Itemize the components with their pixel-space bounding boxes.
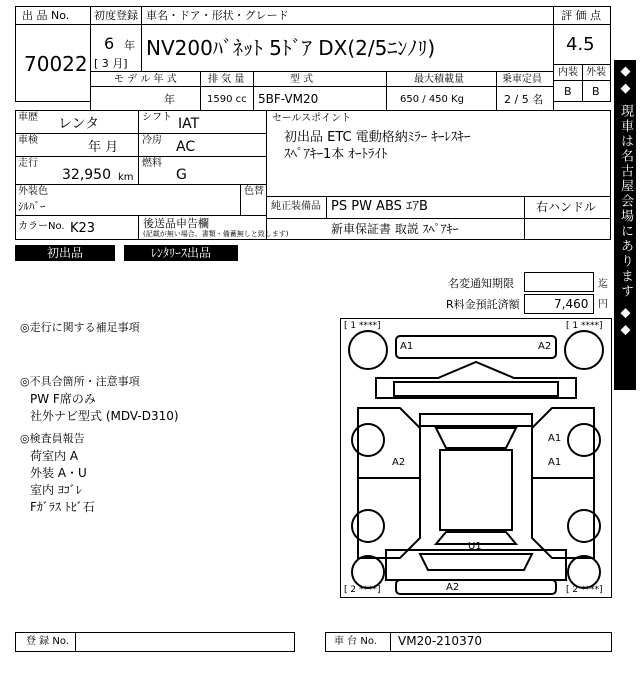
ac-label: 冷房	[142, 135, 162, 146]
exterior-label: 外装	[586, 67, 606, 78]
history-value: レンタ	[58, 116, 100, 132]
mileage-label: 走行	[18, 158, 38, 169]
max-load-label: 最大積載量	[414, 74, 464, 85]
damage-mark-right-upper: A1	[548, 433, 562, 444]
first-reg-label: 初度登録	[94, 9, 138, 22]
lot-number: 70022	[24, 52, 88, 76]
model-year-value: 年	[164, 93, 175, 106]
rental-listing-badge: ﾚﾝﾀﾘｰｽ出品	[124, 245, 238, 261]
mileage-unit: km	[118, 172, 134, 183]
damage-mark-rear-bumper: A2	[446, 582, 460, 593]
damage-mark-right-lower: A1	[548, 457, 562, 468]
capacity-value: 2 / 5 名	[504, 93, 544, 106]
type-label: 型 式	[290, 74, 314, 85]
report-line-1: 荷室内 A	[30, 449, 79, 463]
name-change-unit: 迄	[598, 279, 608, 290]
name-change-box	[524, 272, 594, 292]
side-banner-text: ◆◆ 現車は名古屋会場にあります ◆◆	[618, 64, 633, 340]
history-label: 車歴	[18, 112, 38, 123]
recycle-value: 7,460	[554, 297, 589, 311]
diagram-corner-bottom-left: [ 2 ****]	[344, 585, 381, 595]
shift-value: IAT	[178, 116, 200, 132]
warranty-value: 新車保証書 取説 ｽﾍﾟｱｷｰ	[331, 222, 459, 236]
damage-mark-rear-center: U1	[468, 541, 482, 552]
ac-value: AC	[176, 139, 196, 155]
registration-label: 登 録 No.	[26, 636, 69, 647]
inspection-value: 年 月	[88, 140, 119, 155]
sales-point-label: セールスポイント	[272, 113, 352, 124]
exterior-grade: B	[592, 85, 600, 98]
shift-label: シフト	[142, 112, 172, 123]
chassis-label: 車 台 No.	[334, 636, 377, 647]
chassis-value: VM20-210370	[398, 634, 482, 648]
max-load-value: 650 / 450 Kg	[400, 94, 464, 105]
color-change-label: 色替	[244, 186, 264, 197]
year-unit: 年	[124, 39, 135, 52]
mileage-value: 32,950	[62, 167, 111, 183]
first-reg-year: 6	[104, 34, 115, 53]
handle-value: 右ハンドル	[536, 200, 597, 214]
type-value: 5BF-VM20	[258, 92, 319, 106]
car-outline-diagram	[340, 318, 612, 598]
car-name: NV200ﾊﾞﾈｯﾄ 5ﾄﾞｱ DX(2/5ﾆﾝﾉﾘ)	[146, 36, 436, 60]
car-name-label: 車名・ドア・形状・グレード	[146, 9, 289, 22]
recycle-label: R料金預託済額	[446, 298, 520, 311]
sales-point-line1: 初出品 ETC 電動格納ﾐﾗｰ ｷｰﾚｽｷｰ	[284, 130, 471, 145]
diagram-corner-top-right: [ 1 ****]	[566, 321, 603, 331]
color-no-value: K23	[70, 221, 96, 236]
diagram-corner-top-left: [ 1 ****]	[344, 321, 381, 331]
diagram-corner-bottom-right: [ 2 ****]	[566, 585, 603, 595]
damage-mark-left-side: A2	[392, 457, 406, 468]
recycle-unit: 円	[598, 299, 608, 310]
fuel-label: 燃料	[142, 158, 162, 169]
capacity-label: 乗車定員	[502, 74, 542, 85]
driving-notes-title: ◎走行に関する補足事項	[20, 321, 140, 334]
report-line-4: Fｶﾞﾗｽ ﾄﾋﾞ石	[30, 500, 95, 514]
inspector-title: ◎検査員報告	[20, 432, 85, 445]
fuel-value: G	[176, 167, 187, 183]
interior-grade: B	[564, 85, 572, 98]
first-listing-badge: 初出品	[15, 245, 115, 261]
inspection-label: 車検	[18, 135, 38, 146]
report-line-2: 外装 A・U	[30, 466, 87, 480]
rating-label: 評 価 点	[561, 9, 601, 22]
displacement-value: 1590 cc	[207, 94, 247, 105]
postal-note: (記載が無い場合、書類・備蓄無しと致します)	[143, 230, 289, 238]
defects-title: ◎不具合箇所・注意事項	[20, 375, 140, 388]
model-year-label: モ デ ル 年 式	[114, 74, 177, 85]
exterior-color-label: 外装色	[18, 186, 48, 197]
rating-value: 4.5	[566, 34, 595, 55]
defect-line-2: 社外ナビ型式 (MDV-D310)	[30, 409, 179, 423]
damage-mark-front-right: A2	[538, 341, 552, 352]
damage-mark-front-left: A1	[400, 341, 414, 352]
equipment-value: PS PW ABS ｴｱB	[331, 199, 428, 214]
sales-point-line2: ｽﾍﾟｱｷｰ1本 ｵｰﾄﾗｲﾄ	[284, 147, 388, 162]
report-line-3: 室内 ﾖｺﾞﾚ	[30, 483, 82, 497]
first-reg-month: [ 3 月]	[94, 57, 128, 70]
lot-label: 出 品 No.	[22, 9, 70, 22]
postal-label: 後送品申告欄	[143, 217, 209, 230]
equipment-label: 純正装備品	[271, 201, 321, 212]
name-change-label: 名変通知期限	[448, 277, 514, 290]
color-no-label: カラーNo.	[18, 221, 65, 232]
exterior-color-value: ｼﾙﾊﾞｰ	[18, 200, 46, 213]
interior-label: 内装	[558, 67, 578, 78]
displacement-label: 排 気 量	[208, 74, 245, 85]
defect-line-1: PW F席のみ	[30, 392, 96, 406]
